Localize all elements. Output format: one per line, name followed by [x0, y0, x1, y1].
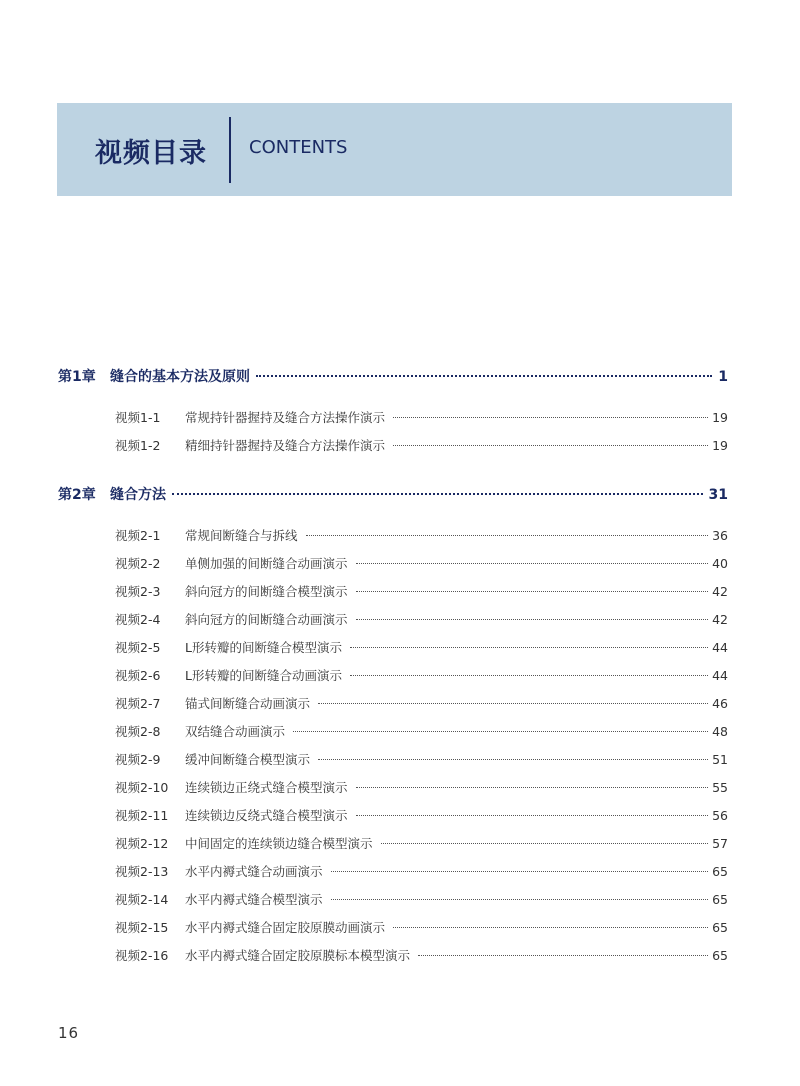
dot-leader: [356, 563, 709, 564]
video-title: 常规间断缝合与拆线: [185, 528, 298, 543]
dot-leader: [393, 417, 708, 418]
video-entry[interactable]: [58, 436, 728, 464]
dot-leader: [331, 899, 709, 900]
video-entry[interactable]: [58, 834, 728, 862]
video-id: 视频2-9: [115, 752, 161, 767]
video-entry[interactable]: [58, 806, 728, 834]
video-page: 42: [712, 612, 728, 627]
video-title: 精细持针器握持及缝合方法操作演示: [185, 438, 386, 453]
dot-leader: [256, 375, 712, 377]
chapter-title: 缝合方法: [110, 487, 166, 503]
page-number: 16: [58, 1024, 80, 1042]
video-title: 斜向冠方的间断缝合动画演示: [185, 612, 348, 627]
page-title: 视频目录: [95, 138, 207, 169]
video-entry[interactable]: [58, 582, 728, 610]
dot-leader: [381, 843, 709, 844]
video-title: 水平内褥式缝合固定胶原膜动画演示: [185, 920, 386, 935]
video-page: 51: [712, 752, 728, 767]
video-title: 中间固定的连续锁边缝合模型演示: [185, 836, 373, 851]
video-page: 65: [712, 892, 728, 907]
dot-leader: [356, 619, 709, 620]
chapter-2-video-list: [58, 526, 728, 974]
video-title: 水平内褥式缝合动画演示: [185, 864, 323, 879]
chapter-number: 第2章: [58, 487, 96, 503]
video-id: 视频1-2: [115, 438, 161, 453]
dot-leader: [393, 445, 708, 446]
video-entry[interactable]: [58, 778, 728, 806]
video-page: 46: [712, 696, 728, 711]
video-id: 视频2-14: [115, 892, 169, 907]
video-title: 连续锁边反绕式缝合模型演示: [185, 808, 348, 823]
video-id: 视频2-3: [115, 584, 161, 599]
video-page: 42: [712, 584, 728, 599]
chapter-page: 31: [708, 487, 728, 503]
video-title: 斜向冠方的间断缝合模型演示: [185, 584, 348, 599]
chapter-1-video-list: [58, 408, 728, 464]
video-entry[interactable]: [58, 890, 728, 918]
title-divider: [229, 117, 231, 183]
video-id: 视频2-2: [115, 556, 161, 571]
video-page: 56: [712, 808, 728, 823]
video-id: 视频2-4: [115, 612, 161, 627]
dot-leader: [318, 703, 708, 704]
video-title: 缓冲间断缝合模型演示: [185, 752, 311, 767]
video-page: 48: [712, 724, 728, 739]
chapter-title: 缝合的基本方法及原则: [110, 369, 250, 385]
dot-leader: [350, 647, 708, 648]
video-page: 65: [712, 948, 728, 963]
dot-leader: [350, 675, 708, 676]
video-id: 视频2-12: [115, 836, 169, 851]
video-page: 57: [712, 836, 728, 851]
video-title: 锚式间断缝合动画演示: [185, 696, 311, 711]
video-title: 双结缝合动画演示: [185, 724, 286, 739]
dot-leader: [172, 493, 703, 495]
video-page: 44: [712, 668, 728, 683]
video-id: 视频2-13: [115, 864, 169, 879]
chapter-number: 第1章: [58, 369, 96, 385]
video-page: 65: [712, 864, 728, 879]
video-entry[interactable]: [58, 694, 728, 722]
video-id: 视频2-16: [115, 948, 169, 963]
dot-leader: [393, 927, 708, 928]
video-title: 水平内褥式缝合模型演示: [185, 892, 323, 907]
video-page: 55: [712, 780, 728, 795]
video-title: L形转瓣的间断缝合模型演示: [185, 640, 342, 655]
video-id: 视频1-1: [115, 410, 161, 425]
dot-leader: [356, 787, 709, 788]
video-page: 19: [712, 438, 728, 453]
dot-leader: [293, 731, 708, 732]
video-id: 视频2-6: [115, 668, 161, 683]
video-id: 视频2-7: [115, 696, 161, 711]
contents-banner: [57, 103, 732, 196]
video-entry[interactable]: [58, 918, 728, 946]
video-title: 连续锁边正绕式缝合模型演示: [185, 780, 348, 795]
video-entry[interactable]: [58, 946, 728, 974]
table-of-contents: [58, 366, 728, 974]
chapter-page: 1: [718, 369, 728, 385]
dot-leader: [356, 815, 709, 816]
video-entry[interactable]: [58, 750, 728, 778]
chapter-1-entry[interactable]: [58, 366, 728, 394]
video-entry[interactable]: [58, 610, 728, 638]
video-entry[interactable]: [58, 722, 728, 750]
video-title: L形转瓣的间断缝合动画演示: [185, 668, 342, 683]
video-entry[interactable]: [58, 408, 728, 436]
video-id: 视频2-11: [115, 808, 169, 823]
video-id: 视频2-1: [115, 528, 161, 543]
dot-leader: [331, 871, 709, 872]
video-id: 视频2-5: [115, 640, 161, 655]
video-title: 常规持针器握持及缝合方法操作演示: [185, 410, 386, 425]
chapter-gap: [58, 464, 728, 484]
video-entry[interactable]: [58, 554, 728, 582]
video-title: 水平内褥式缝合固定胶原膜标本模型演示: [185, 948, 411, 963]
video-page: 36: [712, 528, 728, 543]
dot-leader: [318, 759, 708, 760]
video-id: 视频2-15: [115, 920, 169, 935]
video-id: 视频2-8: [115, 724, 161, 739]
video-page: 19: [712, 410, 728, 425]
video-page: 44: [712, 640, 728, 655]
video-entry[interactable]: [58, 862, 728, 890]
dot-leader: [306, 535, 709, 536]
video-entry[interactable]: [58, 666, 728, 694]
video-title: 单侧加强的间断缝合动画演示: [185, 556, 348, 571]
video-id: 视频2-10: [115, 780, 169, 795]
video-page: 65: [712, 920, 728, 935]
dot-leader: [356, 591, 709, 592]
chapter-2-entry[interactable]: [58, 484, 728, 512]
video-entry[interactable]: [58, 638, 728, 666]
dot-leader: [418, 955, 708, 956]
video-page: 40: [712, 556, 728, 571]
video-entry[interactable]: [58, 526, 728, 554]
page-subtitle: CONTENTS: [249, 137, 348, 158]
